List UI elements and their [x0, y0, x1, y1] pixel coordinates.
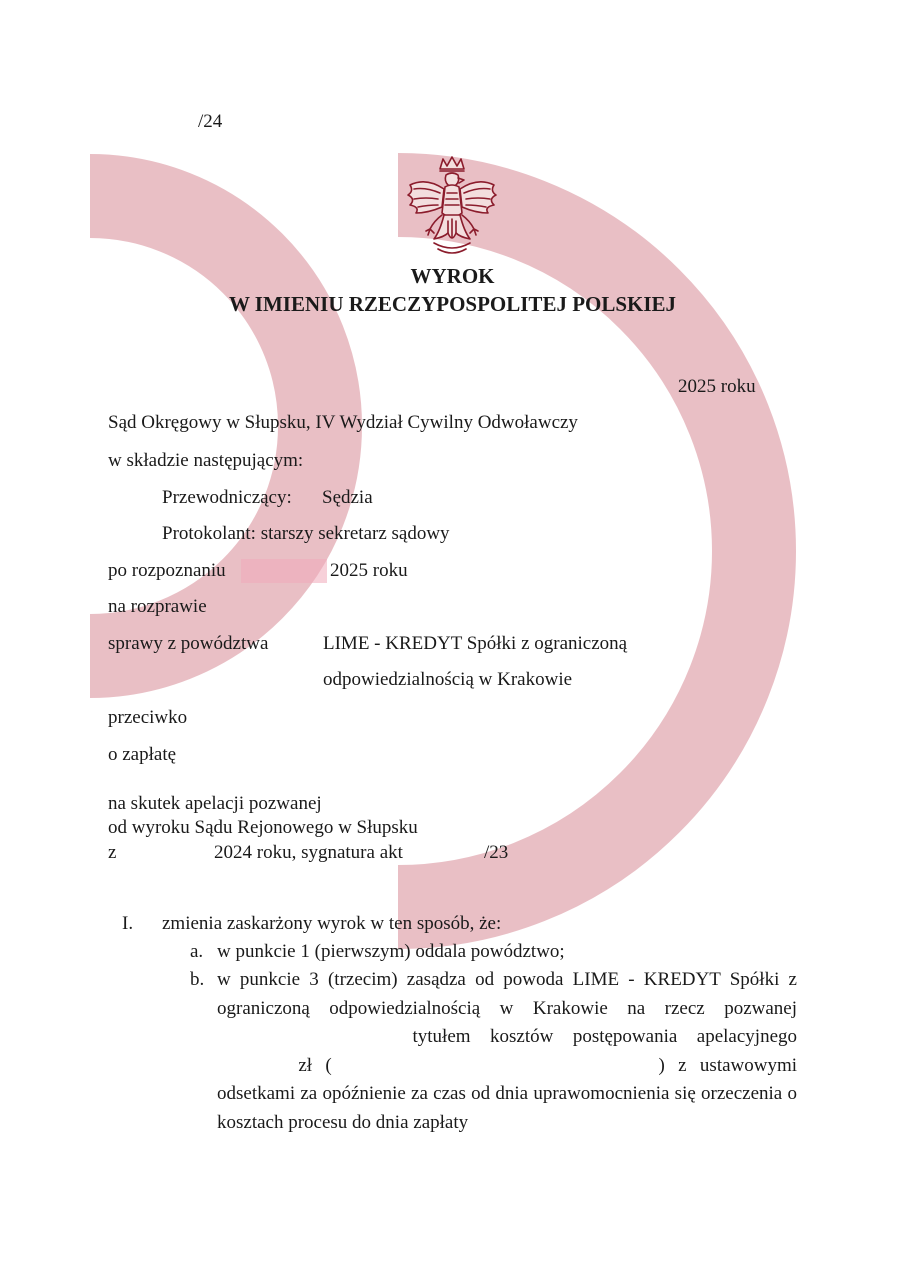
plaintiff-line-1: LIME - KREDYT Spółki z ograniczoną — [323, 633, 628, 654]
hearing-type: na rozprawie — [108, 596, 207, 617]
document-title: WYROK — [410, 264, 495, 288]
plaintiff-line-2: odpowiedzialnością w Krakowie — [323, 669, 573, 690]
ruling-item-b-marker: b. — [190, 969, 205, 990]
ruling-section-number: I. — [122, 913, 134, 934]
ruling-item-b-part-2: tytułem kosztów postępowania apelacyjnego — [412, 1026, 797, 1047]
document-subtitle: W IMIENIU RZECZYPOSPOLITEJ POLSKIEJ — [228, 292, 677, 316]
ruling-item-b-part-4: ) z ustawowymi odsetkami za opóźnienie za czas od dnia uprawomocnienia się orzeczenia o kosztach procesu do dnia zapłaty — [217, 1054, 798, 1133]
hearing-review-label: po rozpoznaniu — [108, 560, 226, 581]
ruling-item-a-marker: a. — [190, 941, 204, 962]
ruling-item-b-text — [217, 966, 797, 1137]
court-composition: w składzie następującym: — [108, 450, 304, 471]
appeal-line-2: od wyroku Sądu Rejonowego w Słupsku — [108, 817, 418, 838]
appeal-line-3-prefix: z — [108, 842, 117, 863]
polish-eagle-emblem-icon — [404, 155, 500, 261]
court-name: Sąd Okręgowy w Słupsku, IV Wydział Cywilny Odwoławczy — [108, 412, 578, 433]
appeal-line-3-text: 2024 roku, sygnatura akt — [214, 842, 403, 863]
appeal-line-1: na skutek apelacji pozwanej — [108, 793, 322, 814]
case-subject: o zapłatę — [108, 744, 177, 765]
presiding-judge-label: Przewodniczący: — [162, 487, 292, 508]
ruling-section-text: zmienia zaskarżony wyrok w ten sposób, że: — [162, 913, 502, 934]
court-clerk: Protokolant: starszy sekretarz sądowy — [162, 523, 450, 544]
ruling-item-b-part-3: zł ( — [298, 1054, 332, 1076]
appeal-line-3-signature: /23 — [484, 842, 509, 863]
case-label: sprawy z powództwa — [108, 633, 269, 654]
ruling-item-a-text: w punkcie 1 (pierwszym) oddala powództwo; — [217, 941, 565, 962]
ruling-item-b-part-1: w punkcie 3 (trzecim) zasądza od powoda LIME - KREDYT Spółki z ograniczoną odpowiedzialnością w Krakowie na rzecz pozwanej — [217, 969, 797, 1019]
hearing-review-date: 2025 roku — [330, 560, 408, 581]
judgment-date: 2025 roku — [678, 376, 756, 397]
against-label: przeciwko — [108, 707, 188, 728]
presiding-judge-value: Sędzia — [322, 487, 373, 508]
case-signature: /24 — [198, 111, 223, 132]
